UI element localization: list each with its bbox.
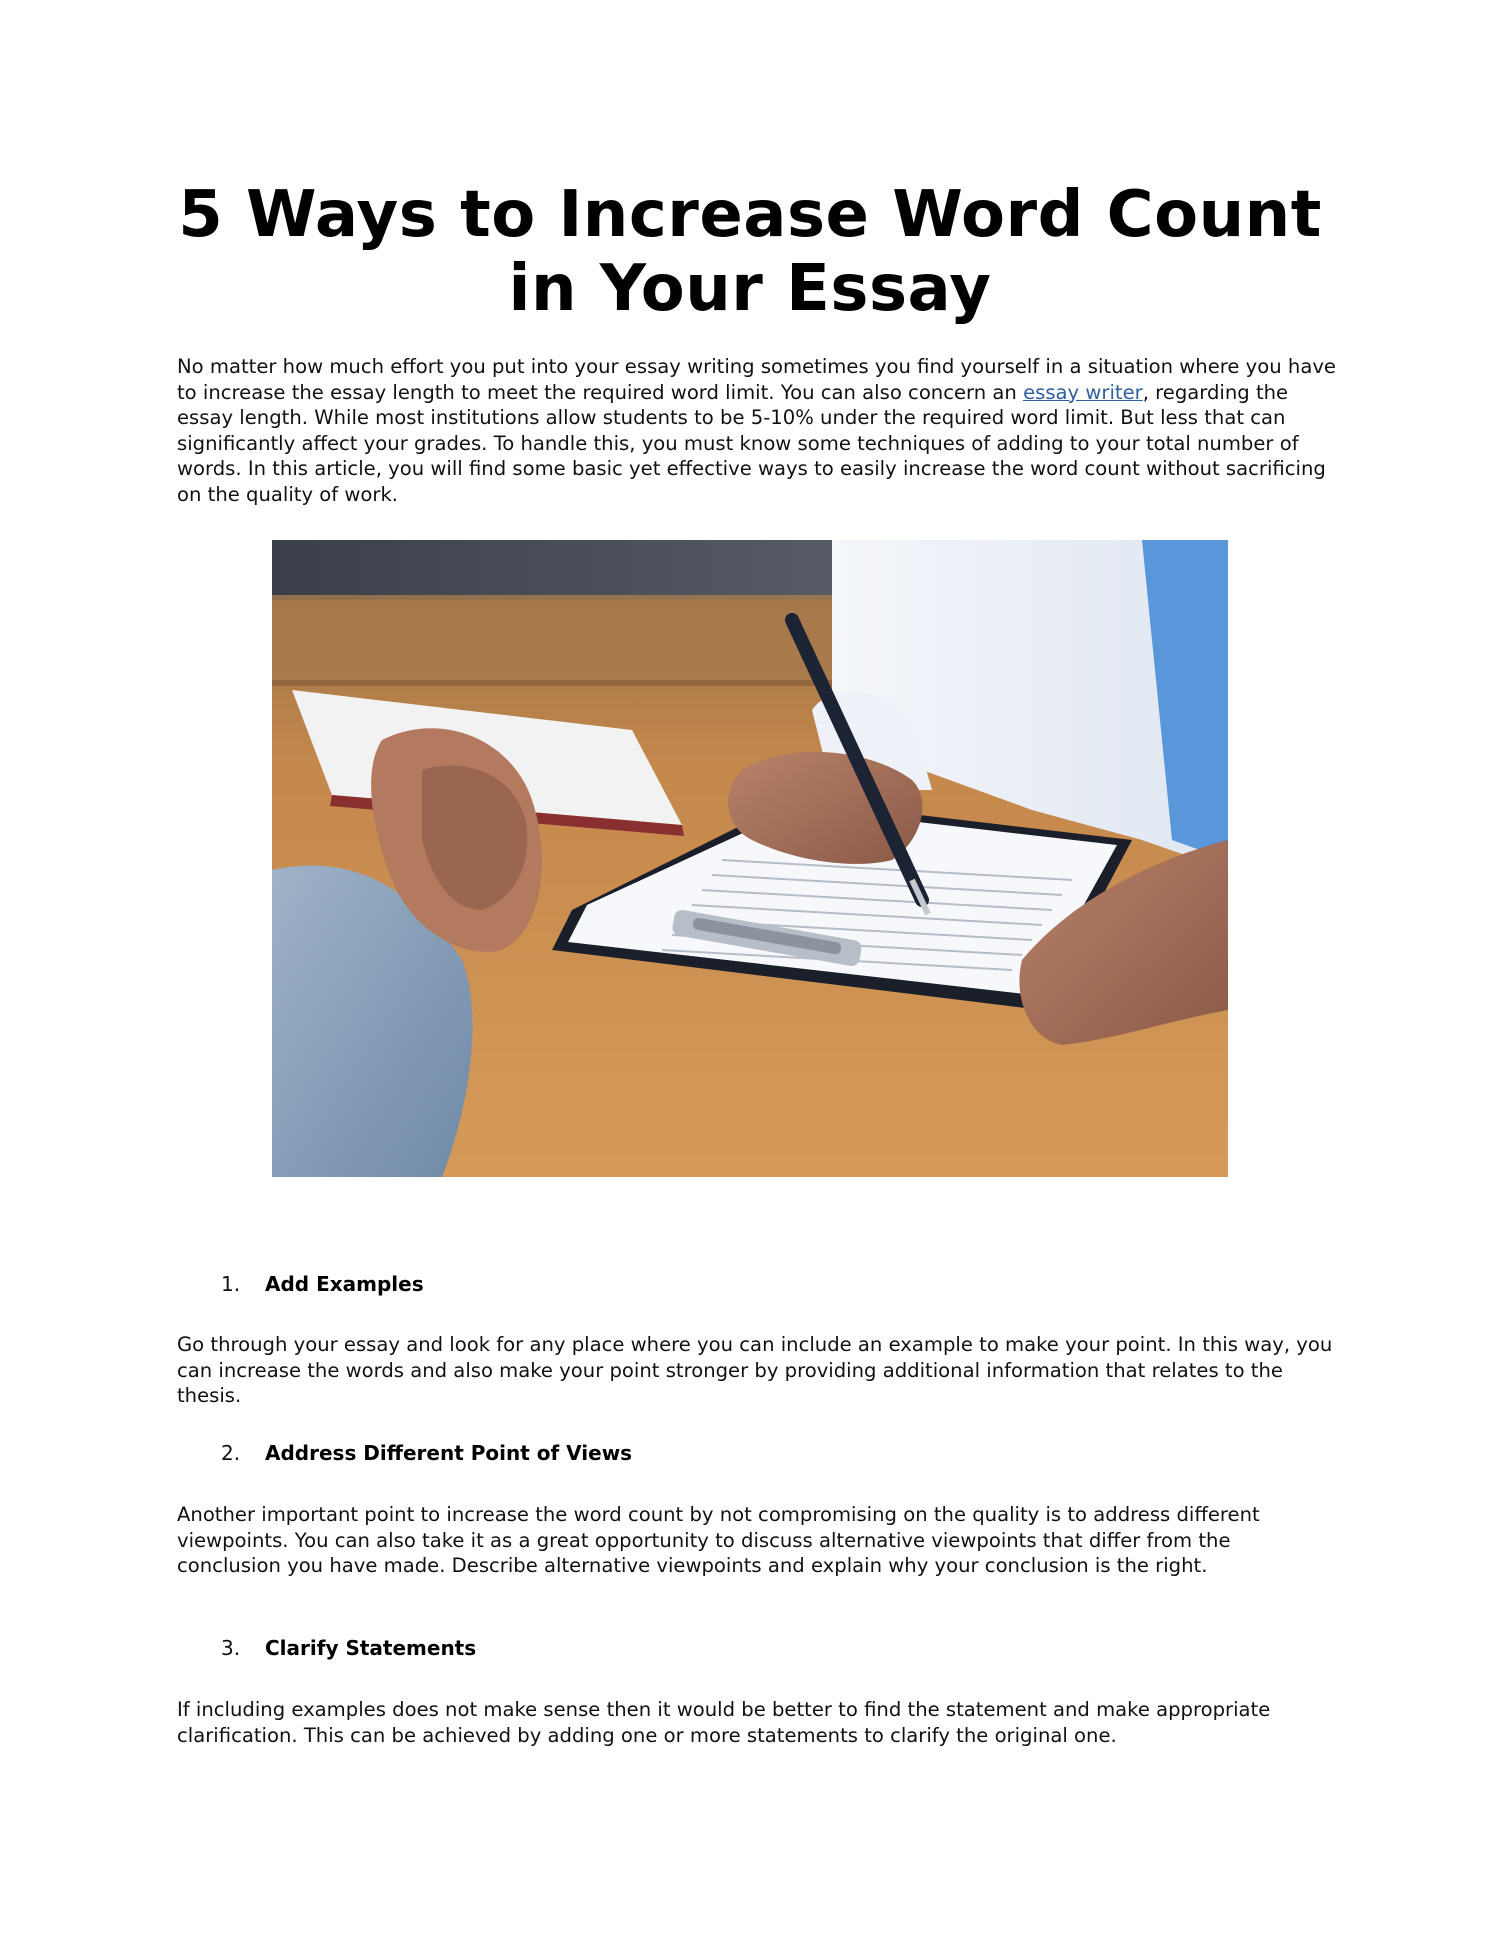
section-3-number: 3.: [221, 1636, 241, 1660]
intro-text-before-link: No matter how much effort you put into your essay writing sometimes you find yourself in a situation where you have to increase the essay length to meet the required word limit. You can also concern an: [177, 355, 1336, 404]
intro-text-after-link: , regarding the essay length. While most institutions allow students to be 5-10% under the required word limit. But less that can significantly affect your grades. To handle this, you must know some techniques of adding to your total number of words. In this article, you will find some basic yet effective ways to easily increase the word count without sacrificing on the quality of work.: [177, 380, 1326, 506]
section-3-title: Clarify Statements: [265, 1636, 477, 1660]
article-photo: [272, 540, 1228, 1177]
section-3-body: If including examples does not make sense then it would be better to find the statement and make appropriate clarification. This can be achieved by adding one or more statements to clarify the original one.: [177, 1698, 1271, 1747]
section-1-title: Add Examples: [265, 1272, 424, 1296]
section-2-number: 2.: [221, 1441, 241, 1465]
section-1-body: Go through your essay and look for any place where you can include an example to make your point. In this way, you can increase the words and also make your point stronger by providing additional information that relates to the thesis.: [177, 1333, 1333, 1408]
section-2-title: Address Different Point of Views: [265, 1441, 633, 1465]
section-1-number: 1.: [221, 1272, 241, 1296]
article-title: 5 Ways to Increase Word Count in Your Essay: [178, 178, 1322, 326]
essay-writer-link[interactable]: essay writer: [1023, 380, 1143, 404]
section-2-body: Another important point to increase the word count by not compromising on the quality is to address different viewpoints. You can also take it as a great opportunity to discuss alternative viewpoints that differ from the conclusion you have made. Describe alternative viewpoints and explain why your conclusion is the right.: [177, 1503, 1260, 1578]
intro-paragraph: [177, 354, 1337, 508]
